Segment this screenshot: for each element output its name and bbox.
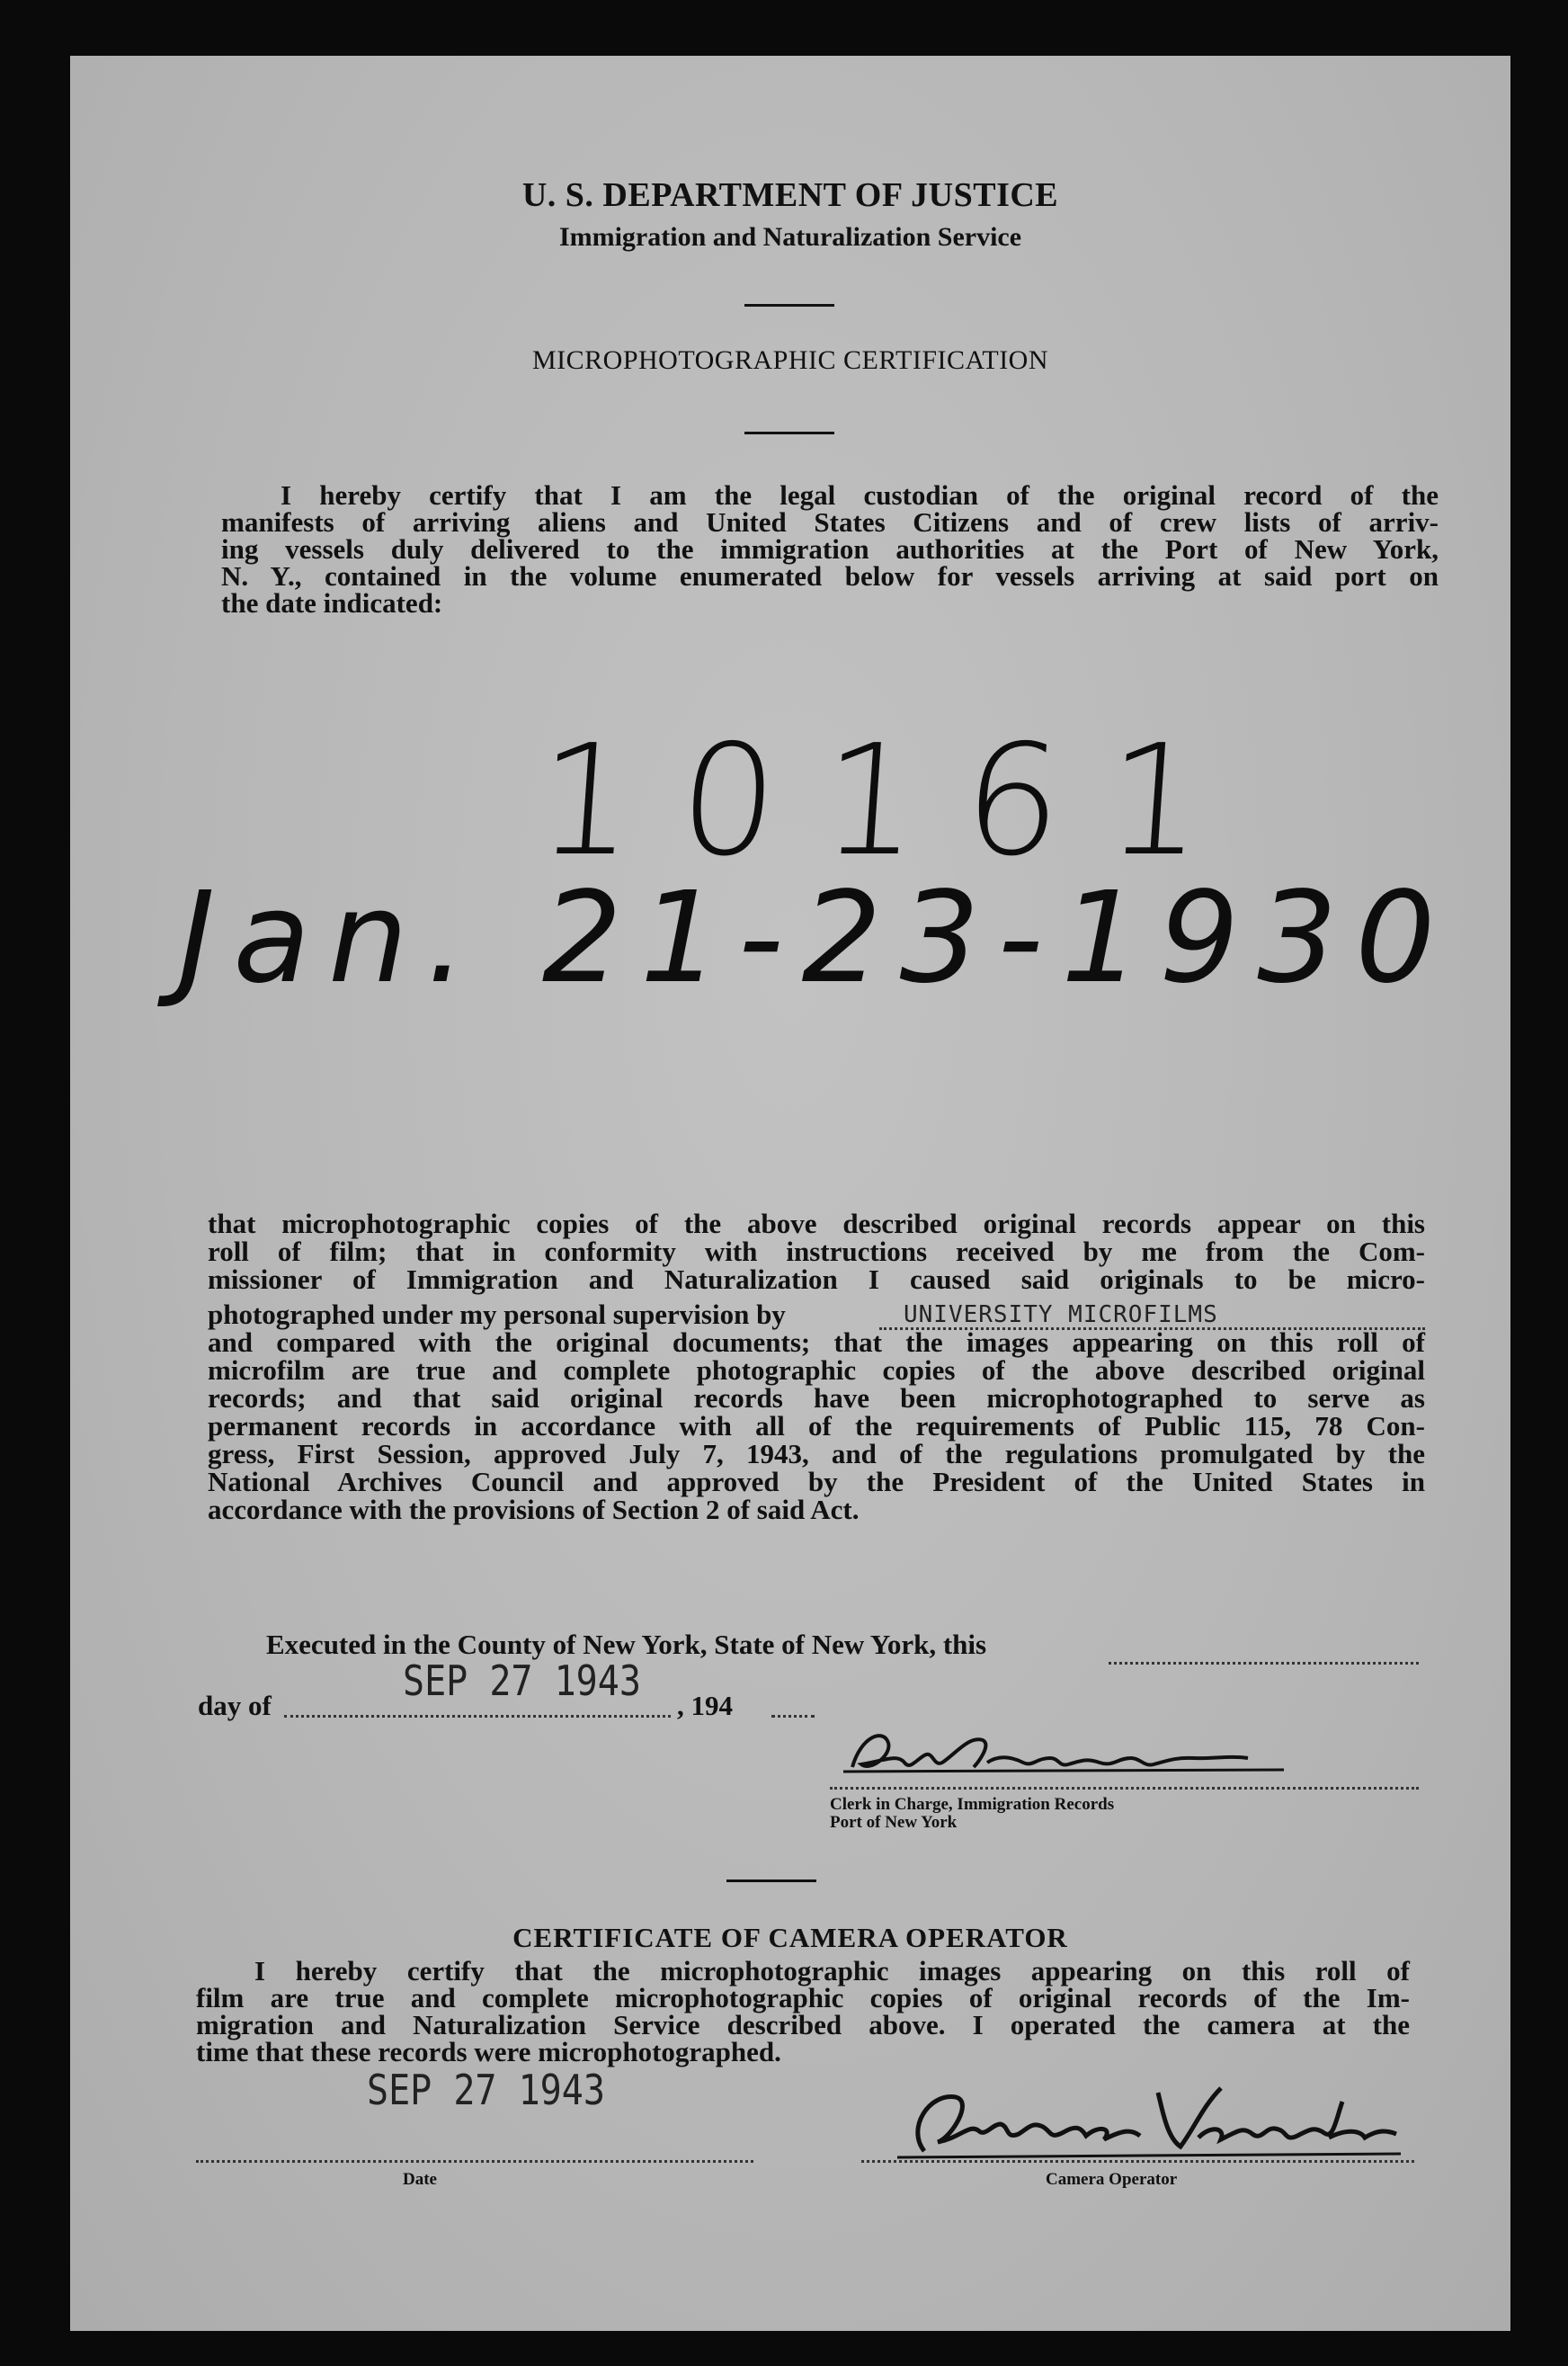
intro-line: I hereby certify that I am the legal custodian of the original record of the	[281, 479, 1439, 511]
intro-line: the date indicated:	[221, 587, 443, 619]
clerk-title: Clerk in Charge, Immigration Records	[830, 1795, 1115, 1814]
body-line: that microphotographic copies of the above described original records appear on this	[208, 1208, 1425, 1239]
divider	[726, 1879, 816, 1882]
camera-certificate-body	[196, 1955, 1410, 2067]
date-label: Date	[403, 2170, 437, 2189]
dotted-leader	[284, 1715, 671, 1718]
body-line: and compared with the original documents; that the images appearing on this roll of	[208, 1326, 1425, 1358]
department-heading: U. S. DEPARTMENT OF JUSTICE	[521, 176, 1059, 214]
certification-title: MICROPHOTOGRAPHIC CERTIFICATION	[531, 345, 1049, 375]
typed-microfilm-company: UNIVERSITY MICROFILMS	[904, 1301, 1218, 1328]
executed-line: Executed in the County of New York, State of New York, this	[266, 1629, 987, 1660]
body-line: missioner of Immigration and Naturalization I caused said originals to be micro-	[208, 1263, 1425, 1295]
clerk-port: Port of New York	[830, 1813, 958, 1832]
body-line: National Archives Council and approved by the President of the United States in	[208, 1466, 1425, 1497]
body-line: permanent records in accordance with all of the requirements of Public 115, 78 Con-	[208, 1410, 1425, 1442]
body-line: roll of film; that in conformity with instructions received by me from the Com-	[208, 1236, 1425, 1267]
executed-date-stamp: SEP 27 1943	[403, 1657, 641, 1706]
camera-operator-label: Camera Operator	[1046, 2170, 1178, 2189]
signature-line	[830, 1787, 1419, 1790]
body-line: microfilm are true and complete photographic copies of the above described original	[208, 1354, 1425, 1386]
service-subheading: Immigration and Naturalization Service	[558, 222, 1022, 252]
camera-line: film are true and complete microphotographic copies of original records of the Im-	[196, 1982, 1410, 2013]
intro-paragraph	[221, 479, 1439, 619]
camera-line: migration and Naturalization Service described above. I operated the camera at the	[196, 2009, 1410, 2040]
handwritten-date-range: Jan. 21-23-1930	[178, 865, 1454, 1012]
camera-operator-signature	[843, 2075, 1419, 2174]
divider	[744, 304, 834, 307]
camera-line: I hereby certify that the microphotographic images appearing on this roll of	[254, 1955, 1410, 1987]
clerk-signature	[798, 1718, 1338, 1790]
camera-date-stamp: SEP 27 1943	[367, 2067, 605, 2115]
divider	[744, 432, 834, 434]
certification-body	[208, 1210, 1425, 1523]
body-line: photographed under my personal supervision by	[208, 1299, 786, 1330]
intro-line: N. Y., contained in the volume enumerated below for vessels arriving at said port on	[221, 560, 1439, 592]
handwritten-volume-number: 10161	[531, 712, 1255, 890]
camera-line: time that these records were microphotographed.	[196, 2036, 781, 2067]
intro-line: manifests of arriving aliens and United States Citizens and of crew lists of arriv-	[221, 506, 1439, 538]
date-line	[196, 2160, 753, 2163]
day-of-label: day of	[198, 1690, 272, 1721]
year-label: , 194	[677, 1690, 733, 1721]
camera-certificate-heading: CERTIFICATE OF CAMERA OPERATOR	[512, 1922, 1068, 1953]
certificate-page	[70, 56, 1510, 2331]
signature-line	[861, 2160, 1414, 2163]
body-line: records; and that said original records have been microphotographed to serve as	[208, 1382, 1425, 1414]
intro-line: ing vessels duly delivered to the immigration authorities at the Port of New York,	[221, 533, 1439, 565]
body-line: accordance with the provisions of Section 2 of said Act.	[208, 1494, 860, 1525]
body-line: gress, First Session, approved July 7, 1943, and of the regulations promulgated by the	[208, 1438, 1425, 1469]
dotted-leader	[1109, 1662, 1419, 1665]
